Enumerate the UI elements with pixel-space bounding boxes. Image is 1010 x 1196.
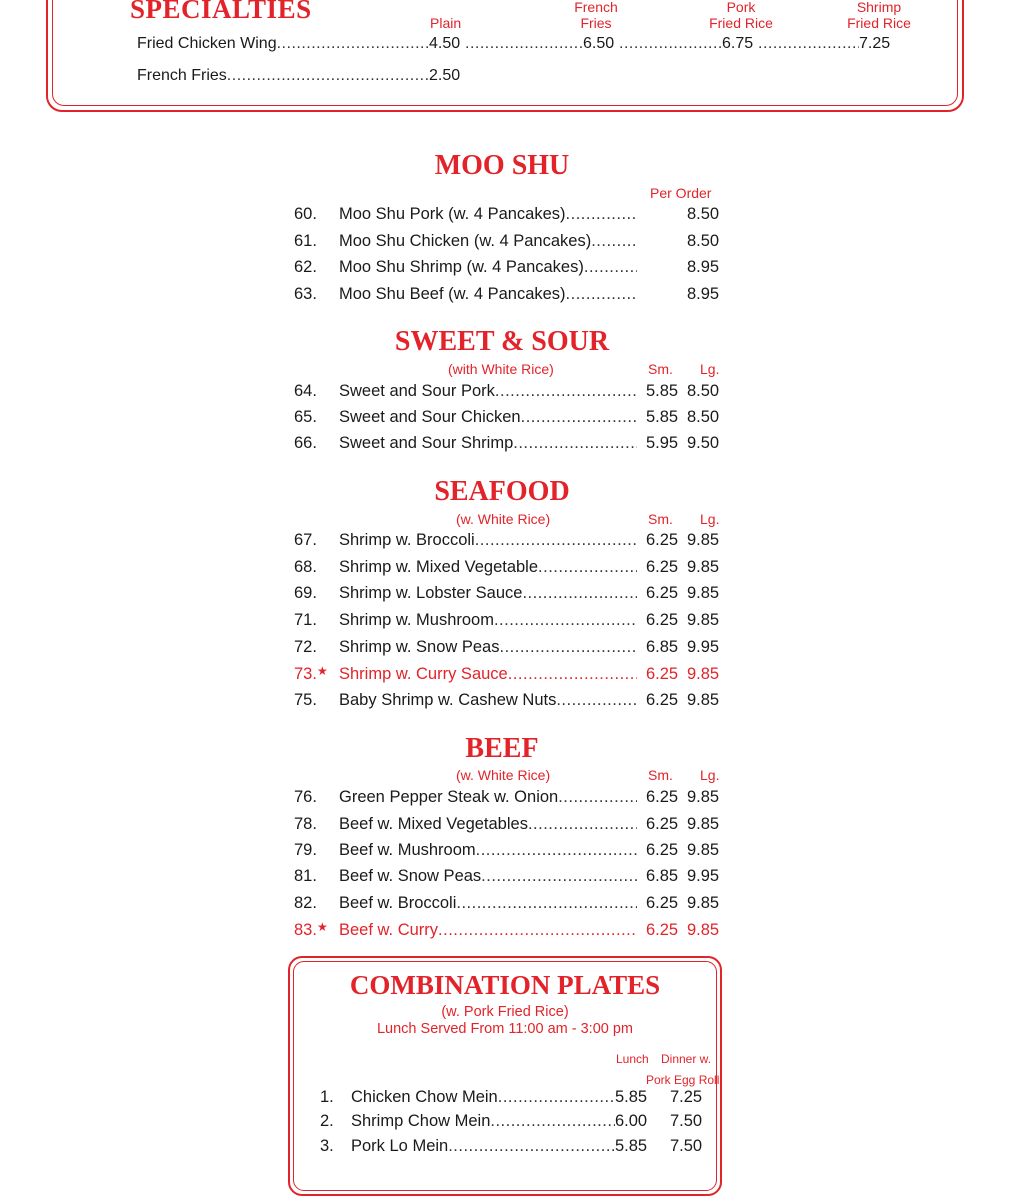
menu-item-79 xyxy=(294,839,722,861)
item-number: 2. xyxy=(320,1112,334,1130)
leader-dots xyxy=(566,203,637,225)
item-number: 81. xyxy=(294,867,317,885)
item-number: 61. xyxy=(294,232,317,250)
leader-dots xyxy=(481,865,637,887)
price-small: 6.25 xyxy=(646,584,679,602)
menu-item-68 xyxy=(294,556,722,578)
leader-dots xyxy=(556,689,637,711)
item-name: Beef w. Curry xyxy=(339,921,439,939)
price-shrimp: 7.25 xyxy=(859,35,891,52)
leader-dots xyxy=(277,34,429,54)
item-number: 60. xyxy=(294,205,317,223)
header-french-fries xyxy=(568,0,624,31)
price-small: 6.85 xyxy=(646,638,679,656)
price-plain: 2.50 xyxy=(429,67,461,84)
price-small: 6.25 xyxy=(646,558,679,576)
item-name: Shrimp w. Mixed Vegetable xyxy=(339,558,539,576)
item-number xyxy=(294,663,328,685)
price-large: 9.85 xyxy=(687,788,720,806)
price-large: 9.95 xyxy=(687,638,720,656)
item-number: 3. xyxy=(320,1137,334,1155)
price-large: 8.50 xyxy=(687,382,720,400)
header-french-fries-line1: French xyxy=(574,0,618,15)
item-name: Fried Chicken Wing xyxy=(137,35,277,52)
price-large: 9.85 xyxy=(687,531,720,549)
item-number: 1. xyxy=(320,1088,334,1106)
combo-item-1 xyxy=(320,1086,720,1108)
section-title-seafood: SEAFOOD xyxy=(434,476,570,507)
price-large: 9.85 xyxy=(687,894,720,912)
item-number: 72. xyxy=(294,638,317,656)
menu-item-66 xyxy=(294,432,722,454)
item-name: Shrimp w. Broccoli xyxy=(339,531,475,549)
header-small: Sm. xyxy=(648,767,673,783)
section-title-combination-plates: COMBINATION PLATES xyxy=(349,970,661,1000)
price-small: 6.25 xyxy=(646,691,679,709)
spicy-star-icon: ★ xyxy=(316,664,328,678)
item-number: 82. xyxy=(294,894,317,912)
leader-dots xyxy=(227,66,429,86)
leader-dots xyxy=(465,34,583,54)
item-number: 78. xyxy=(294,815,317,833)
item-name: Beef w. Mixed Vegetables xyxy=(339,815,528,833)
item-number: 75. xyxy=(294,691,317,709)
price-small: 6.85 xyxy=(646,867,679,885)
leader-dots xyxy=(438,919,637,941)
menu-item-73-spicy xyxy=(294,663,722,685)
item-price: 8.95 xyxy=(687,258,720,276)
leader-dots xyxy=(500,636,638,658)
menu-item-65 xyxy=(294,406,722,428)
menu-item-82 xyxy=(294,892,722,914)
leader-dots xyxy=(758,34,859,54)
price-small: 6.25 xyxy=(646,788,679,806)
section-subtitle: (w. White Rice) xyxy=(456,511,551,527)
leader-dots xyxy=(538,556,637,578)
item-name: Moo Shu Pork (w. 4 Pancakes) xyxy=(339,205,566,223)
leader-dots xyxy=(498,1086,615,1108)
section-subtitle: (w. White Rice) xyxy=(456,767,551,783)
leader-dots xyxy=(508,663,637,685)
price-small: 5.95 xyxy=(646,434,679,452)
item-name: Pork Lo Mein xyxy=(351,1137,449,1155)
leader-dots xyxy=(566,283,637,305)
header-dinner-line1: Dinner w. xyxy=(661,1052,712,1066)
item-name: Shrimp Chow Mein xyxy=(351,1112,491,1130)
price-small: 6.25 xyxy=(646,921,679,939)
header-pork-line2: Fried Rice xyxy=(709,15,773,31)
combo-item-3 xyxy=(320,1135,720,1157)
header-large: Lg. xyxy=(700,361,720,377)
menu-item-62 xyxy=(294,256,722,278)
price-small: 5.85 xyxy=(646,408,679,426)
item-number xyxy=(294,919,328,941)
header-shrimp-fried-rice xyxy=(838,0,920,31)
price-large: 9.85 xyxy=(687,921,720,939)
menu-item-75 xyxy=(294,689,722,711)
price-plain: 4.50 xyxy=(429,35,461,52)
header-per-order: Per Order xyxy=(650,185,712,201)
header-pork-line1: Pork xyxy=(726,0,756,15)
item-name: Shrimp w. Snow Peas xyxy=(339,638,500,656)
menu-item-67 xyxy=(294,529,722,551)
price-dinner: 7.25 xyxy=(670,1088,703,1106)
menu-item-81 xyxy=(294,865,722,887)
price-small: 6.25 xyxy=(646,841,679,859)
price-large: 9.85 xyxy=(687,665,720,683)
leader-dots xyxy=(476,839,637,861)
leader-dots xyxy=(494,609,637,631)
price-small: 6.25 xyxy=(646,815,679,833)
menu-item-78 xyxy=(294,813,722,835)
price-dinner: 7.50 xyxy=(670,1137,703,1155)
price-small: 6.25 xyxy=(646,665,679,683)
item-name: Shrimp w. Lobster Sauce xyxy=(339,584,523,602)
menu-item-83-spicy xyxy=(294,919,722,941)
item-name: Moo Shu Shrimp (w. 4 Pancakes) xyxy=(339,258,584,276)
price-large: 9.85 xyxy=(687,691,720,709)
section-title-beef: BEEF xyxy=(465,733,539,764)
item-number-text: 73. xyxy=(294,665,317,683)
specialties-title: SPECIALTIES xyxy=(130,0,312,24)
price-large: 9.85 xyxy=(687,584,720,602)
header-small: Sm. xyxy=(648,361,673,377)
price-small: 5.85 xyxy=(646,382,679,400)
item-name: Sweet and Sour Shrimp xyxy=(339,434,514,452)
price-lunch: 5.85 xyxy=(615,1088,648,1106)
item-name: Beef w. Mushroom xyxy=(339,841,476,859)
combo-item-2 xyxy=(320,1110,720,1132)
item-name: Chicken Chow Mein xyxy=(351,1088,498,1106)
menu-item-61 xyxy=(294,230,722,252)
menu-item-72 xyxy=(294,636,722,658)
item-price: 8.50 xyxy=(687,232,720,250)
item-number: 63. xyxy=(294,285,317,303)
item-number: 67. xyxy=(294,531,317,549)
section-title-moo-shu: MOO SHU xyxy=(434,150,570,181)
price-fries: 6.50 xyxy=(583,35,615,52)
price-large: 9.85 xyxy=(687,841,720,859)
item-name: French Fries xyxy=(137,67,227,84)
item-name: Beef w. Broccoli xyxy=(339,894,457,912)
header-large: Lg. xyxy=(700,511,720,527)
section-subtitle: (w. Pork Fried Rice) xyxy=(441,1004,569,1020)
section-subtitle: (with White Rice) xyxy=(448,361,554,377)
item-number-text: 83. xyxy=(294,921,317,939)
leader-dots xyxy=(513,432,637,454)
item-number: 62. xyxy=(294,258,317,276)
leader-dots xyxy=(528,813,637,835)
leader-dots xyxy=(475,529,637,551)
menu-item-60 xyxy=(294,203,722,225)
menu-item-63 xyxy=(294,283,722,305)
item-number: 68. xyxy=(294,558,317,576)
price-lunch: 5.85 xyxy=(615,1137,648,1155)
price-large: 9.85 xyxy=(687,611,720,629)
item-number: 65. xyxy=(294,408,317,426)
leader-dots xyxy=(521,406,637,428)
item-number: 76. xyxy=(294,788,317,806)
price-small: 6.25 xyxy=(646,611,679,629)
item-number: 64. xyxy=(294,382,317,400)
item-number: 71. xyxy=(294,611,317,629)
price-large: 9.50 xyxy=(687,434,720,452)
price-small: 6.25 xyxy=(646,894,679,912)
leader-dots xyxy=(584,256,637,278)
item-name: Moo Shu Chicken (w. 4 Pancakes) xyxy=(339,232,592,250)
header-pork-fried-rice xyxy=(700,0,782,31)
menu-item-69 xyxy=(294,582,722,604)
item-number: 69. xyxy=(294,584,317,602)
item-name: Green Pepper Steak w. Onion xyxy=(339,788,559,806)
price-large: 9.95 xyxy=(687,867,720,885)
leader-dots xyxy=(495,380,637,402)
price-lunch: 6.00 xyxy=(615,1112,648,1130)
menu-item-64 xyxy=(294,380,722,402)
price-large: 9.85 xyxy=(687,558,720,576)
item-name: Shrimp w. Mushroom xyxy=(339,611,494,629)
header-shrimp-line2: Fried Rice xyxy=(847,15,911,31)
header-dinner-line2: Pork Egg Roll xyxy=(646,1073,720,1087)
header-shrimp-line1: Shrimp xyxy=(856,0,902,15)
price-large: 9.85 xyxy=(687,815,720,833)
item-name: Sweet and Sour Chicken xyxy=(339,408,521,426)
item-name: Sweet and Sour Pork xyxy=(339,382,495,400)
header-large: Lg. xyxy=(700,767,720,783)
item-number: 66. xyxy=(294,434,317,452)
spicy-star-icon: ★ xyxy=(316,920,328,934)
item-name: Beef w. Snow Peas xyxy=(339,867,482,885)
leader-dots xyxy=(619,34,722,54)
header-small: Sm. xyxy=(648,511,673,527)
leader-dots xyxy=(448,1135,615,1157)
leader-dots xyxy=(591,230,637,252)
item-price: 8.50 xyxy=(687,205,720,223)
price-large: 8.50 xyxy=(687,408,720,426)
price-small: 6.25 xyxy=(646,531,679,549)
header-french-fries-line2: Fries xyxy=(580,15,612,31)
price-dinner: 7.50 xyxy=(670,1112,703,1130)
leader-dots xyxy=(456,892,637,914)
leader-dots xyxy=(558,786,637,808)
menu-item-76 xyxy=(294,786,722,808)
item-name: Moo Shu Beef (w. 4 Pancakes) xyxy=(339,285,566,303)
item-name: Baby Shrimp w. Cashew Nuts xyxy=(339,691,557,709)
leader-dots xyxy=(522,582,637,604)
item-price: 8.95 xyxy=(687,285,720,303)
header-plain: Plain xyxy=(430,15,462,31)
price-pork: 6.75 xyxy=(722,35,754,52)
item-name: Shrimp w. Curry Sauce xyxy=(339,665,508,683)
header-lunch: Lunch xyxy=(616,1052,649,1066)
lunch-hours-note: Lunch Served From 11:00 am - 3:00 pm xyxy=(376,1021,634,1037)
section-title-sweet-sour: SWEET & SOUR xyxy=(394,326,610,357)
menu-item-71 xyxy=(294,609,722,631)
item-number: 79. xyxy=(294,841,317,859)
leader-dots xyxy=(490,1110,615,1132)
